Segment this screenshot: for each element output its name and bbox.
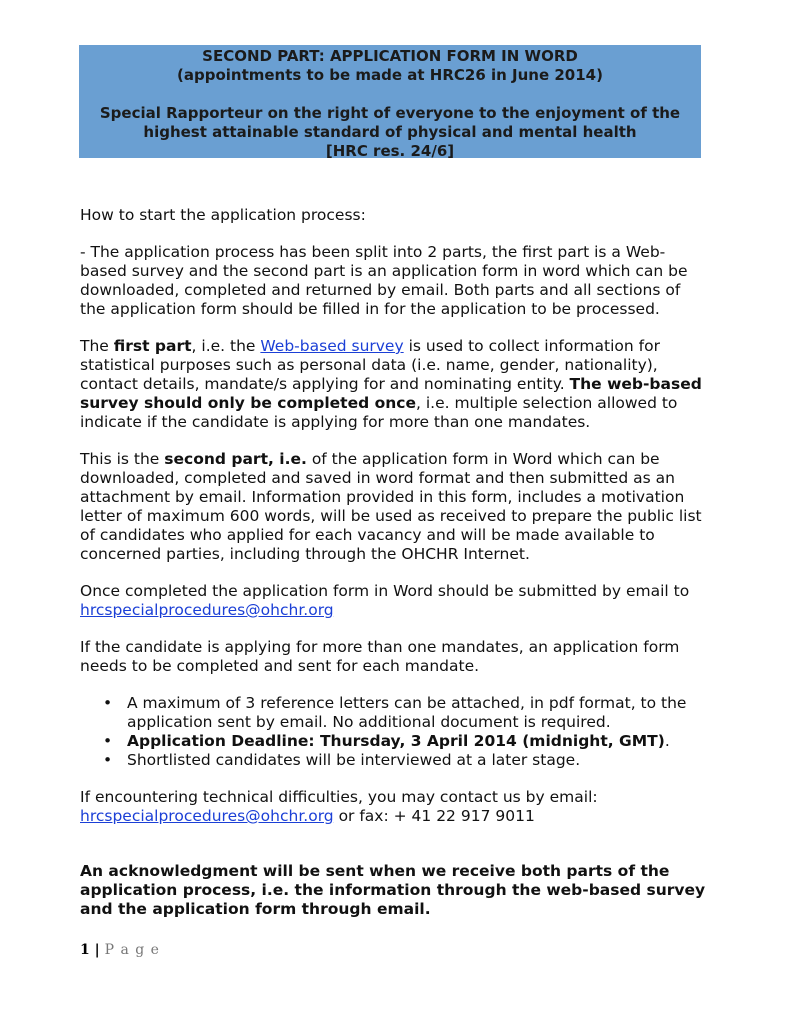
page-label: P a g e	[104, 942, 160, 958]
list-item: • Shortlisted candidates will be interviewed at a later stage.	[80, 751, 710, 770]
paragraph-multiple-mandates: If the candidate is applying for more than one mandates, an application form needs to be completed and sent for each mandate.	[80, 638, 680, 675]
page-number: 1 |	[80, 942, 105, 958]
list-item: • A maximum of 3 reference letters can be attached, in pdf format, to the application sent by email. No additional document is required.	[80, 694, 710, 732]
title-line-1: SECOND PART: APPLICATION FORM IN WORD	[202, 47, 578, 65]
document-body	[80, 206, 710, 937]
list-item: • Application Deadline: Thursday, 3 April 2014 (midnight, GMT).	[80, 732, 710, 751]
email-link[interactable]: hrcspecialprocedures@ohchr.org	[80, 601, 334, 619]
paragraph-first-part: The first part, i.e. the Web-based survey is used to collect information for statistical purposes such as personal data (i.e. name, gender, nationality), contact details, mandate/s applying for and nominating entity. The web-based survey should only be completed once, i.e. multiple selection allowed to indicate if the candidate is applying for more than one mandates.	[80, 337, 702, 431]
title-line-4: highest attainable standard of physical and mental health	[143, 123, 637, 141]
paragraph-submit: Once completed the application form in Word should be submitted by email to hrcspecialprocedures@ohchr.org	[80, 582, 690, 619]
contact-email-link[interactable]: hrcspecialprocedures@ohchr.org	[80, 807, 334, 825]
acknowledgment-note: An acknowledgment will be sent when we receive both parts of the application process, i.e. the information through the web-based survey and the application form through email.	[80, 862, 706, 918]
web-survey-link[interactable]: Web-based survey	[260, 337, 404, 355]
paragraph-second-part: This is the second part, i.e. of the application form in Word which can be downloaded, completed and saved in word format and then submitted as an attachment by email. Information provided in this form, includes a motivation letter of maximum 600 words, will be used as received to prepare the public list of candidates who applied for each vacancy and will be made available to concerned parties, including through the OHCHR Internet.	[80, 450, 702, 563]
paragraph-contact: If encountering technical difficulties, you may contact us by email: hrcspecialprocedures@ohchr.org or fax: + 41 22 917 9011	[80, 788, 598, 825]
info-bullet-list	[80, 694, 710, 770]
page-footer	[80, 942, 160, 958]
intro-text: How to start the application process:	[80, 206, 366, 224]
paragraph-process: - The application process has been split into 2 parts, the first part is a Web-based survey and the second part is an application form in word which can be downloaded, completed and returned by email. Both parts and all sections of the application form should be filled in for the application to be processed.	[80, 243, 688, 318]
title-line-5: [HRC res. 24/6]	[325, 142, 455, 160]
title-line-2: (appointments to be made at HRC26 in June 2014)	[177, 66, 603, 84]
title-line-3: Special Rapporteur on the right of everyone to the enjoyment of the	[99, 104, 681, 122]
title-banner	[79, 45, 701, 158]
